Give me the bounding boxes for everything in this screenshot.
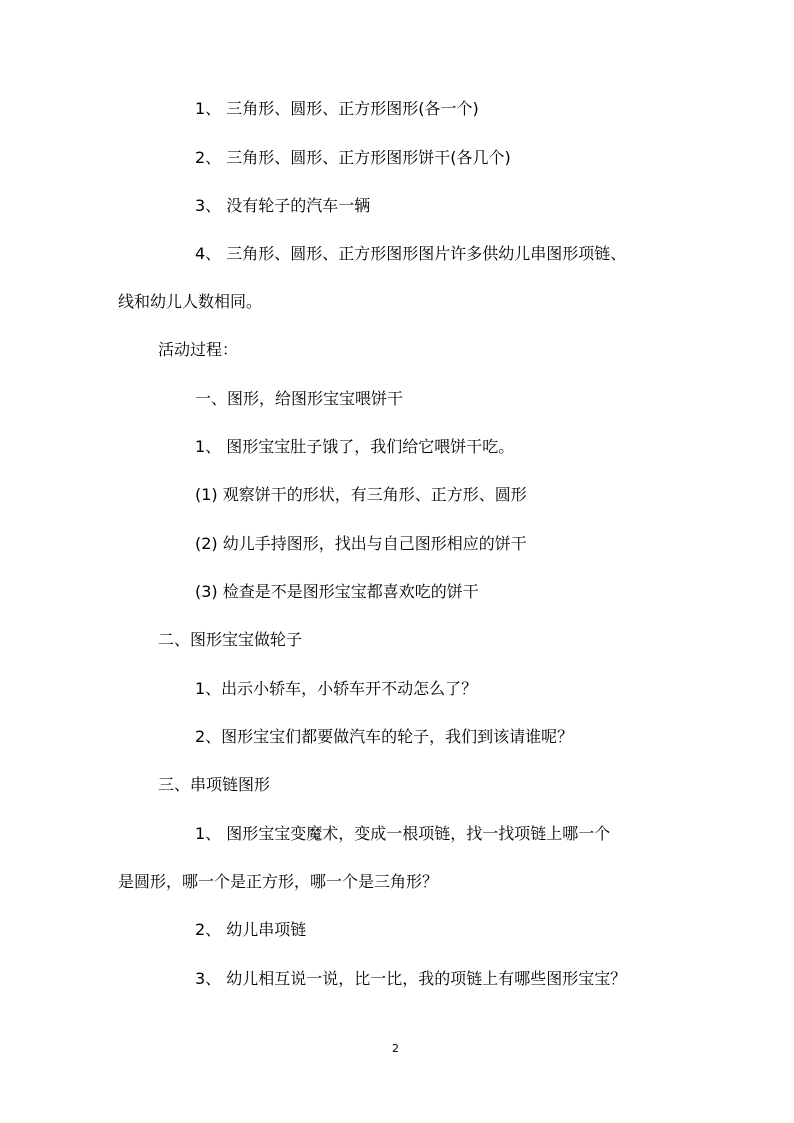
material-item-4: 4、 三角形、圆形、正方形图形图片许多供幼儿串图形项链、 (195, 244, 627, 263)
activity-process-heading: 活动过程： (158, 340, 239, 359)
page-number: 2 (392, 1042, 399, 1055)
section-three-step-3: 3、 幼儿相互说一说，比一比，我的项链上有哪些图形宝宝？ (195, 969, 627, 988)
section-three-step-1-continued: 是圆形，哪一个是正方形，哪一个是三角形？ (118, 872, 439, 891)
section-two-step-2: 2、图形宝宝们都要做汽车的轮子，我们到该请谁呢？ (195, 727, 574, 746)
section-three-step-2: 2、 幼儿串项链 (195, 920, 307, 939)
section-one-substep-3: (3) 检查是不是图形宝宝都喜欢吃的饼干 (195, 582, 479, 601)
section-three-step-1: 1、 图形宝宝变魔术，变成一根项链，找一找项链上哪一个 (195, 824, 611, 843)
material-item-3: 3、 没有轮子的汽车一辆 (195, 196, 371, 215)
section-one-substep-2: (2) 幼儿手持图形，找出与自己图形相应的饼干 (195, 534, 527, 553)
material-item-4-continued: 线和幼儿人数相同。 (118, 292, 263, 311)
section-one-substep-1: (1) 观察饼干的形状，有三角形、正方形、圆形 (195, 485, 527, 504)
section-three-heading: 三、串项链图形 (158, 775, 271, 794)
material-item-1: 1、 三角形、圆形、正方形图形(各一个) (195, 99, 479, 118)
material-item-2: 2、 三角形、圆形、正方形图形饼干(各几个) (195, 148, 511, 167)
section-one-step-1: 1、 图形宝宝肚子饿了，我们给它喂饼干吃。 (195, 437, 515, 456)
section-one-heading: 一、图形，给图形宝宝喂饼干 (195, 389, 404, 408)
section-two-step-1: 1、出示小轿车，小轿车开不动怎么了？ (195, 679, 478, 698)
section-two-heading: 二、图形宝宝做轮子 (158, 630, 303, 649)
